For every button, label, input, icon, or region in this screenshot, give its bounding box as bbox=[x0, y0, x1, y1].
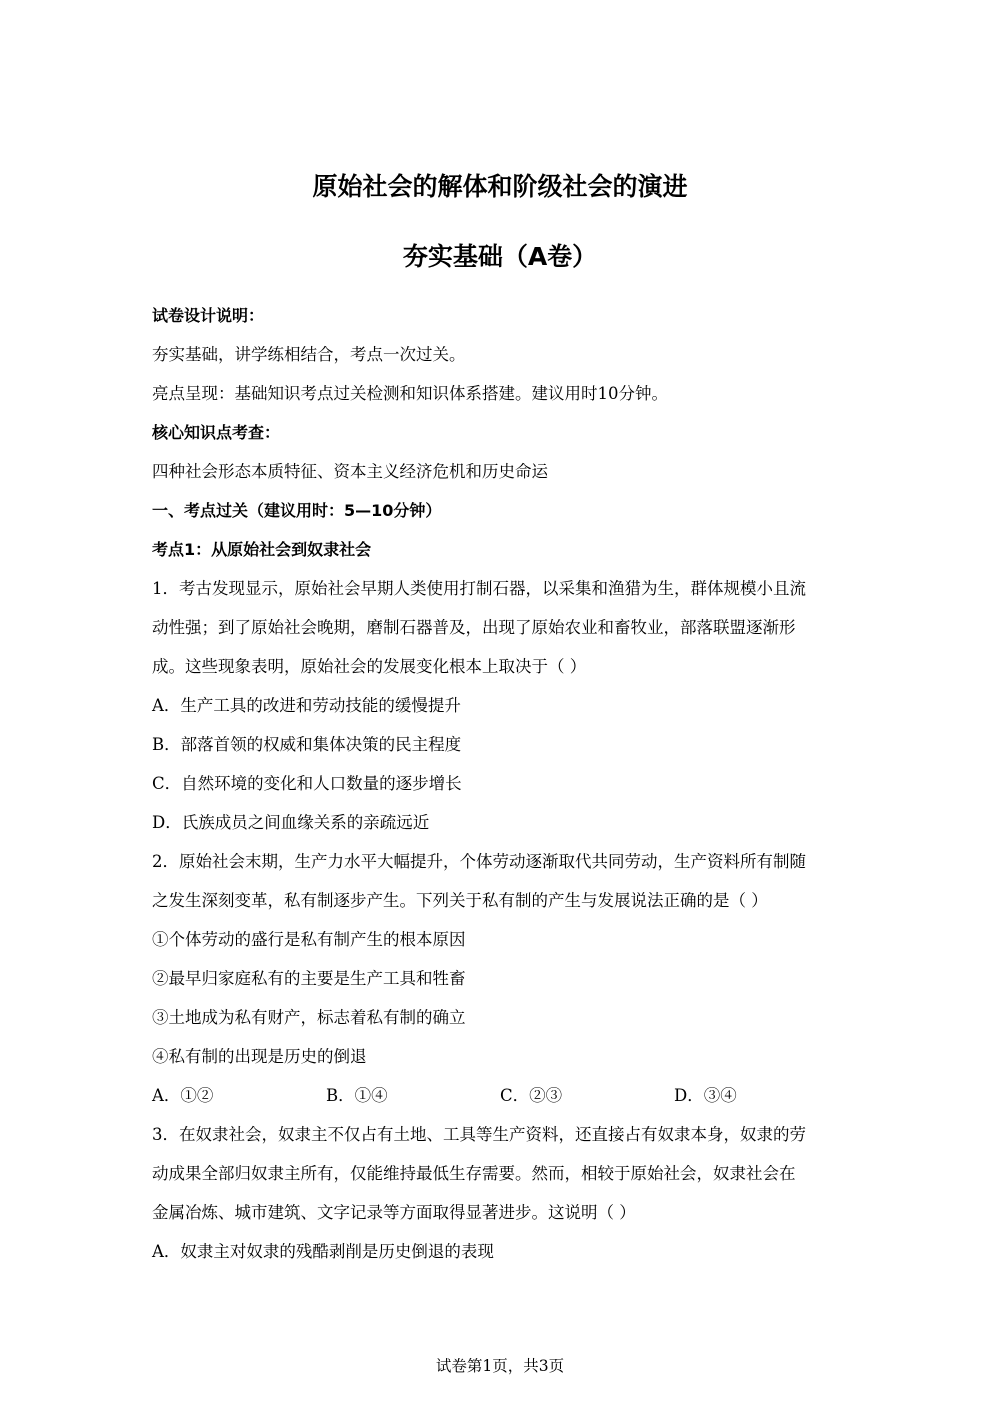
question-2-item-4: ④私有制的出现是历史的倒退 bbox=[152, 1047, 367, 1066]
design-line-2: 亮点呈现：基础知识考点过关检测和知识体系搭建。建议用时10分钟。 bbox=[152, 384, 668, 403]
core-heading: 核心知识点考查： bbox=[152, 423, 281, 442]
question-1-option-a: A．生产工具的改进和劳动技能的缓慢提升 bbox=[152, 696, 461, 715]
question-2-options bbox=[152, 1076, 852, 1115]
question-2-option-a: A．①② bbox=[152, 1086, 214, 1105]
question-1-option-d: D．氏族成员之间血缘关系的亲疏远近 bbox=[152, 813, 430, 832]
question-3-option-a: A．奴隶主对奴隶的残酷剥削是历史倒退的表现 bbox=[152, 1242, 494, 1261]
question-3-line-2: 动成果全部归奴隶主所有，仅能维持最低生存需要。然而，相较于原始社会，奴隶社会在 bbox=[152, 1164, 796, 1183]
question-3-line-1: 3．在奴隶社会，奴隶主不仅占有土地、工具等生产资料，还直接占有奴隶本身，奴隶的劳 bbox=[152, 1125, 806, 1144]
design-heading: 试卷设计说明： bbox=[152, 306, 265, 325]
question-1 bbox=[152, 569, 852, 842]
section-heading: 一、考点过关（建议用时：5—10分钟） bbox=[152, 501, 442, 520]
question-2-item-3: ③土地成为私有财产，标志着私有制的确立 bbox=[152, 1008, 466, 1027]
question-2-item-2: ②最早归家庭私有的主要是生产工具和牲畜 bbox=[152, 969, 466, 988]
core-line: 四种社会形态本质特征、资本主义经济危机和历史命运 bbox=[152, 462, 548, 481]
question-1-option-b: B．部落首领的权威和集体决策的民主程度 bbox=[152, 735, 462, 754]
question-3-line-3: 金属冶炼、城市建筑、文字记录等方面取得显著进步。这说明（ ） bbox=[152, 1203, 636, 1222]
page-footer: 试卷第1页，共3页 bbox=[435, 1357, 565, 1375]
question-1-line-1: 1．考古发现显示，原始社会早期人类使用打制石器，以采集和渔猎为生，群体规模小且流 bbox=[152, 579, 806, 598]
design-line-1: 夯实基础，讲学练相结合，考点一次过关。 bbox=[152, 345, 466, 364]
question-1-line-3: 成。这些现象表明，原始社会的发展变化根本上取决于（ ） bbox=[152, 657, 587, 676]
question-2 bbox=[152, 842, 852, 1115]
question-2-line-2: 之发生深刻变革，私有制逐步产生。下列关于私有制的产生与发展说法正确的是（ ） bbox=[152, 891, 768, 910]
document-title: 原始社会的解体和阶级社会的演进 bbox=[312, 172, 688, 201]
question-3 bbox=[152, 1115, 852, 1271]
question-2-option-c: C．②③ bbox=[500, 1086, 563, 1105]
question-2-line-1: 2．原始社会末期，生产力水平大幅提升，个体劳动逐渐取代共同劳动，生产资料所有制随 bbox=[152, 852, 806, 871]
document-body bbox=[152, 296, 852, 1271]
question-2-item-1: ①个体劳动的盛行是私有制产生的根本原因 bbox=[152, 930, 466, 949]
question-1-line-2: 动性强；到了原始社会晚期，磨制石器普及，出现了原始农业和畜牧业，部落联盟逐渐形 bbox=[152, 618, 796, 637]
question-1-option-c: C．自然环境的变化和人口数量的逐步增长 bbox=[152, 774, 462, 793]
kaodian-heading: 考点1：从原始社会到奴隶社会 bbox=[152, 540, 372, 559]
question-2-option-b: B．①④ bbox=[326, 1086, 388, 1105]
question-2-option-d: D．③④ bbox=[674, 1086, 737, 1105]
document-subtitle: 夯实基础（A卷） bbox=[402, 242, 598, 271]
